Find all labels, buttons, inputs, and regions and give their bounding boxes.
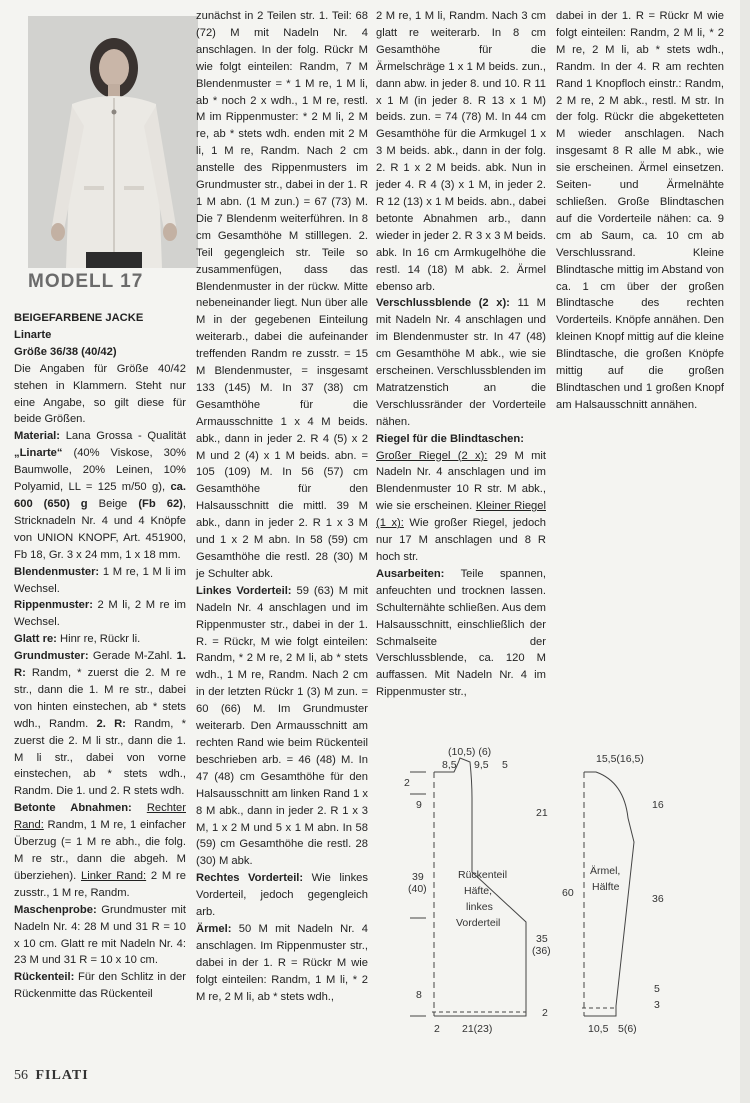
riegel-text: Wie großer Riegel, jedoch nur 17 M anschlagen und 8 R hoch str. <box>376 517 546 563</box>
size-note: Die Angaben für Größe 40/42 stehen in Klammern. Steht nur eine Angabe, so gilt diese für beide Größen. <box>14 362 186 426</box>
dim-bottom-21: 21(23) <box>462 1023 493 1035</box>
jacket-heading: BEIGEFARBENE JACKE <box>14 312 144 324</box>
blenden-text: 1 M re, 1 M li im Wechsel. <box>14 565 186 595</box>
grund-text: Randm, * zuerst die 2. M li str., dann die 1. M li str., dabei von vorne einstechen, ab * stets wdh., Randm. Die 1. und 2. R stets wdh. <box>14 717 186 798</box>
body-label-2: Häfte, <box>464 885 493 897</box>
grund-text: Randm, * zuerst die 2. M re str., dann die 1. M re str., dabei von hinten einstechen, ab * stets wdh., Randm. <box>14 667 186 730</box>
sleeve-dim-bottom-10: 10,5 <box>588 1023 609 1035</box>
betont-label: Betonte Abnahmen: <box>14 802 132 815</box>
grund-text: Gerade M-Zahl. <box>88 650 177 663</box>
column-3 <box>376 8 546 701</box>
dim-left-40: (40) <box>408 883 427 895</box>
dim-5: 5 <box>502 759 508 771</box>
material-text: , Stricknadeln Nr. 4 und 4 Knöpfe von UNION KNOPF, Art. 451900, Fb 18, Gr. 3 x 24 mm, 1 x 18 mm. <box>14 497 186 561</box>
ruecken-text: Für den Schlitz in der Rückenmitte das Rückenteil <box>14 971 186 1001</box>
verschluss-paragraph <box>376 295 546 430</box>
dim-left-9: 9 <box>416 799 422 811</box>
material-text: (40% Viskose, 30% Baumwolle, 20% Leinen, 10% Polyamid, LL = 125 m/50 g), <box>14 447 186 494</box>
rippen-label: Rippenmuster: <box>14 599 93 612</box>
dim-left-8: 8 <box>416 989 422 1001</box>
aermel-text: 50 M mit Nadeln Nr. 4 anschlagen. Im Rippenmuster str., dabei in der 1. R = Rückr M wie folgt einteilen: Randm, 1 M li, * 2 M re, 2 M li, ab * stets wdh., <box>196 922 368 1003</box>
dim-bottom-2: 2 <box>434 1023 440 1035</box>
betont-text: 2 M re zusstr., 1 M re, Randm. <box>14 869 186 899</box>
model-title: MODELL 17 <box>28 271 144 292</box>
kleiner-riegel-label: Kleiner Riegel (1 x): <box>376 500 546 530</box>
grund-row-2: 2. R: <box>96 717 126 730</box>
sleeve-dim-5: 5 <box>654 983 660 995</box>
maschen-text: Grundmuster mit Nadeln Nr. 4: 28 M und 31 R = 10 x 10 cm. Glatt re mit Nadeln Nr. 4: 23 M und 31 R = 10 x 10 cm. <box>14 903 186 967</box>
rippen-paragraph <box>14 597 186 631</box>
ausarbeiten-text: Teile spannen, anfeuchten und trocknen lassen. Schulternähte schließen. Aus dem Halsausschnitt, einschließlich der Schmalseite der Verschlussblende, ca. 120 M auffassen. Mit Nadeln Nr. 4 im Rippenmuster str., <box>376 567 546 699</box>
sleeve-label-1: Ärmel, <box>590 865 621 877</box>
column-2 <box>196 8 368 1005</box>
dim-right-21: 21 <box>536 807 548 819</box>
ruecken-label: Rückenteil: <box>14 971 75 984</box>
dim-left-39: 39 <box>412 871 424 883</box>
rechts-vorderteil-text: Wie linkes Vorderteil, jedoch gegengleich arb. <box>196 872 368 919</box>
verschluss-text: 11 M mit Nadeln Nr. 4 anschlagen und im Blendenmuster str. In 47 (48) cm Gesamthöhe M abk., wie sie erscheinen. Verschlussblenden im Matratzenstich an die Verschlussränder der Vorderteile nähen. <box>376 297 546 428</box>
sleeve-dim-3: 3 <box>654 999 660 1011</box>
column-4 <box>556 8 724 414</box>
ausarbeiten-label: Ausarbeiten: <box>376 567 445 580</box>
dim-right-2: 2 <box>542 1007 548 1019</box>
sleeve-dim-16: 16 <box>652 799 664 811</box>
aermel-label: Ärmel: <box>196 922 232 935</box>
betont-left-edge: Linker Rand: <box>81 869 147 882</box>
dim-right-36: (36) <box>532 945 551 957</box>
dim-8-5: 8,5 <box>442 759 457 771</box>
material-color: (Fb 62) <box>138 497 183 510</box>
material-text: Beige <box>87 497 139 510</box>
sleeve-dim-top: 15,5(16,5) <box>596 753 644 765</box>
material-label: Material: <box>14 430 61 443</box>
grund-row-1: 1. R: <box>14 650 186 680</box>
dim-top-widths: (10,5) (6) <box>448 746 492 758</box>
rippen-text: 2 M li, 2 M re im Wechsel. <box>14 599 186 629</box>
sleeve-outline <box>584 772 634 1016</box>
material-text: Lana Grossa - Qualität <box>60 430 186 443</box>
dim-right-35: 35 <box>536 933 548 945</box>
blenden-label: Blendenmuster: <box>14 565 100 578</box>
riegel-text: 29 M mit Nadeln Nr. 4 anschlagen und im Blendenmuster 10 R str. M abk., wie sie erscheinen. <box>376 449 546 513</box>
links-vorderteil-text: 59 (63) M mit Nadeln Nr. 4 anschlagen und im Rippenmuster str., dabei in der 1. R. = Rückr, M wie folgt einteilen: Randm, * 2 M re, 2 M li, ab * stets wdh., 1 M re, Randm. Nach 2 cm in der letzten Rückr 1 (3) M zun. = 60 (66) M. Im Grundmuster weiterarb. Den Armausschnitt am rechten Rand wie beim Rückenteil beschrieben arb. = 46 (48) M. In 47 (48) cm Gesamthöhe für den Halsausschnitt am linken Rand 1 x 8 M abk., dann in jeder 2. R 1 x 3 M, 1 x 2 M und 5 x 1 M abn. In 58 (59) cm Gesamthöhe die restl. 28 (30) M abk. <box>196 584 368 868</box>
links-vorderteil-paragraph <box>196 583 368 870</box>
rechts-vorderteil-label: Rechtes Vorderteil: <box>196 872 304 885</box>
ausarbeiten-paragraph <box>376 566 546 701</box>
material-paragraph <box>14 428 186 563</box>
material-amount: ca. 600 (650) g <box>14 481 186 510</box>
material-quality: „Linarte“ <box>14 447 63 460</box>
page-number: 56 <box>14 1068 28 1083</box>
sleeve-dim-36: 36 <box>652 893 664 905</box>
maschen-paragraph <box>14 902 186 970</box>
brand-name: Linarte <box>14 328 52 341</box>
glatt-paragraph <box>14 631 186 648</box>
page-edge <box>740 0 750 1103</box>
page-footer <box>14 1068 89 1084</box>
maschen-label: Maschenprobe: <box>14 903 97 916</box>
glatt-label: Glatt re: <box>14 633 57 646</box>
model-photo <box>28 16 198 268</box>
sleeve-dim-bottom-5: 5(6) <box>618 1023 637 1035</box>
ruecken-paragraph <box>14 969 186 1003</box>
body-label-4: Vorderteil <box>456 917 501 929</box>
verschluss-label: Verschlussblende (2 x): <box>376 297 510 310</box>
model-photo-illustration <box>28 16 198 268</box>
dim-left-2: 2 <box>404 777 410 789</box>
links-vorderteil-label: Linkes Vorderteil: <box>196 584 292 597</box>
glatt-text: Hinr re, Rückr li. <box>56 633 141 646</box>
body-label-1: Rückenteil <box>458 869 508 881</box>
magazine-name: FILATI <box>35 1068 89 1083</box>
betont-text: Randm, 1 M re, 1 einfacher Überzug (= 1 M re abh., die folg. M re str., dann die abgeh. M überziehen). <box>14 819 186 882</box>
sleeve-dim-60: 60 <box>562 887 574 899</box>
column-1-body <box>14 310 186 1003</box>
betont-right-edge: Rechter Rand: <box>14 802 186 832</box>
betont-paragraph <box>14 800 186 901</box>
grosser-riegel-label: Großer Riegel (2 x): <box>376 449 488 462</box>
sleeve-schematic <box>582 772 634 1016</box>
rechts-vorderteil-paragraph <box>196 870 368 921</box>
aermel-paragraph <box>196 921 368 1006</box>
grund-label: Grundmuster: <box>14 650 89 663</box>
body-label-3: linkes <box>466 901 493 913</box>
riegel-heading: Riegel für die Blindtaschen: <box>376 432 524 445</box>
blenden-paragraph <box>14 564 186 598</box>
ausarbeiten-continued: dabei in der 1. R = Rückr M wie folgt einteilen: Randm, 2 M li, * 2 M re, 2 M li, ab * stets wdh., Randm. In der 4. R am rechten Rand 1 Knopfloch einstr.: Randm, 2 M re, 2 M abk., restl. M str. In der folg. Rückr die abgeketteten M wieder anschlagen. Nach insgesamt 8 R alle M abk., wie sie erscheinen. Ärmel einsetzen. Seiten- und Ärmelnähte schließen. Große Blindtaschen auf die Vorderteile nähen: ca. 9 cm ab Saum, ca. 10 cm ab Verschlussrand. Kleine Blindtasche mittig im Abstand von ca. 1 cm über der großen Blindtasche des rechten Vorderteils. Knöpfe annähen. Den kleinen Knopf mittig auf die kleine Blindtasche, die großen Knöpfe mittig auf die großen Blindtaschen und 1 großen Knopf am Halsausschnitt annähen. <box>556 10 724 411</box>
aermel-continued: 2 M re, 1 M li, Randm. Nach 3 cm glatt re weiterarb. In 8 cm Gesamthöhe für die Ärmelschräge 1 x 1 M beids. zun., dann abw. in jeder 8. und 10. R 11 x 1 M (in jeder 8. R 13 x 1 M) beids. zun. = 74 (78) M. In 44 cm Gesamthöhe für die Armkugel 1 x 3 M beids. abk., dann in der folg. 2. R 1 x 2 M beids. abk. Nun in jeder 4. R 4 (3) x 1 M, in jeder 2. R 12 (13) x 1 M beids. abn., dabei betonte Abnahmen arb., dann wieder in jeder 2. R 3 x 3 M beids. abk. In 16 cm Armkugelhöhe die restl. 14 (18) M abk. 2. Ärmel ebenso arb. <box>376 10 546 293</box>
sleeve-label-2: Hälfte <box>592 881 620 893</box>
riegel-paragraph <box>376 448 546 566</box>
dim-9-5: 9,5 <box>474 759 489 771</box>
pattern-schematic <box>396 742 696 1042</box>
grund-paragraph <box>14 648 186 800</box>
size-label: Größe 36/38 (40/42) <box>14 345 117 358</box>
ruecken-continued: zunächst in 2 Teilen str. 1. Teil: 68 (72) M mit Nadeln Nr. 4 anschlagen. In der folg. Rückr M wie folgt einteilen: Randm, 7 M Blendenmuster = * 1 M re, 1 M li, ab * noch 2 x wdh., 1 M re, restl. M im Rippenmuster: * 2 M li, 2 M re, ab * stets wdh. enden mit 2 M li, 1 M re, Randm. Nach 2 cm anstelle des Rippenmusters im Grundmuster str., dabei in der 1. R 1 M abn. (1 M zun.) = 67 (73) M. Die 7 Blendenm weiterführen. In 8 cm Gesamthöhe M stilllegen. 2. Teil gegengleich str. Teile so zusammenfügen, dass das Blendenmuster in der rückw. Mitte nebeneinander liegt. Nun über alle M in der gegebenen Einteilung weiterarb., dabei die aufeinander treffenden Randm re zusstr. = 15 M Blendenmuster, = insgesamt 133 (145) M. In 37 (38) cm Gesamthöhe für die Armausschnitte 1 x 4 M beids. abk., dann in jeder 2. R 4 (5) x 2 M und 2 (4) x 1 M beids. abn. = 105 (109) M. In 56 (57) cm Gesamthöhe für den Halsausschnitt die mittl. 39 M abk., dann in jeder 2. R 1 x 3 M und 1 x 2 M abn. In 58 (59) cm Gesamthöhe die restl. 28 (30) M je Schulter abk. <box>196 10 368 580</box>
